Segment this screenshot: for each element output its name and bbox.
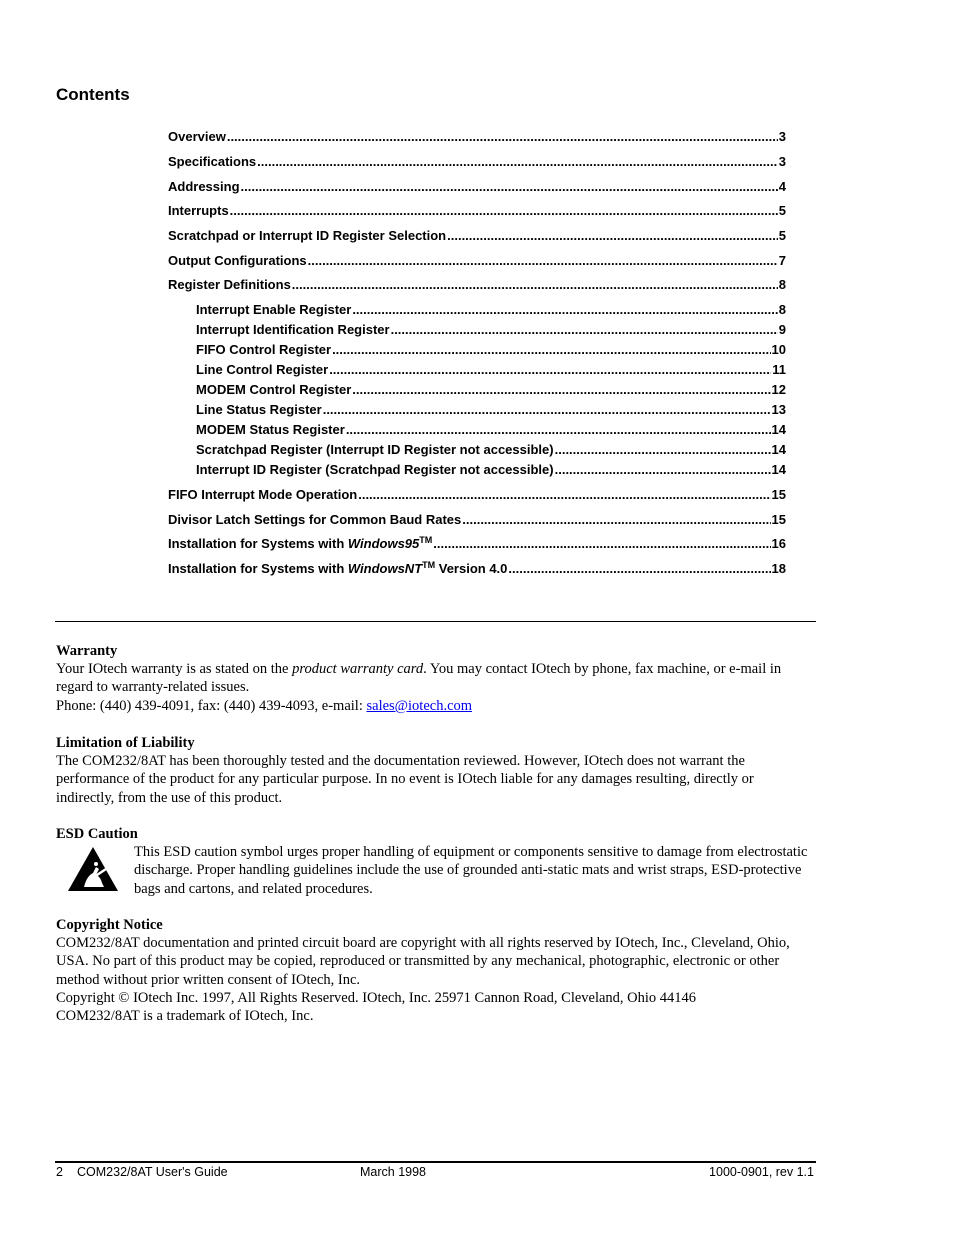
esd-warning-icon [56, 843, 134, 897]
warranty-section [56, 642, 812, 715]
toc-page: 14 [771, 442, 786, 457]
warranty-contact [56, 697, 812, 715]
toc-label: Interrupts [168, 203, 229, 218]
toc-label-os: Windows95 [347, 536, 420, 551]
toc-entry-interrupt-id-register[interactable] [196, 462, 786, 478]
toc-page: 7 [778, 253, 786, 268]
footer-divider [55, 1161, 816, 1163]
toc-page: 13 [771, 402, 786, 417]
toc-entry-register-definitions[interactable] [168, 277, 786, 293]
copyright-line: Copyright © IOtech Inc. 1997, All Rights Reserved. IOtech, Inc. 25971 Cannon Road, Cleveland, Ohio 44146 [56, 989, 697, 1006]
warranty-card-ref: product warranty card [292, 661, 424, 678]
toc-label: Overview [168, 129, 226, 144]
toc-entry-interrupts[interactable] [168, 203, 786, 219]
toc-entry-install-winnt[interactable] [168, 561, 786, 577]
toc-page: 15 [771, 487, 786, 502]
toc-page: 8 [778, 302, 786, 317]
trademark-line: COM232/8AT is a trademark of IOtech, Inc. [56, 1008, 314, 1025]
toc-page: 3 [778, 129, 786, 144]
toc-page: 18 [771, 561, 786, 576]
copyright-section [56, 916, 812, 1025]
footer-date: March 1998 [360, 1165, 427, 1179]
toc-page: 14 [771, 462, 786, 477]
toc-entry-line-control[interactable] [196, 362, 786, 378]
toc-page: 5 [778, 203, 786, 218]
page-title: Contents [56, 85, 130, 104]
toc-entry-overview[interactable] [168, 129, 786, 145]
toc-label: Output Configurations [168, 253, 307, 268]
liability-heading: Limitation of Liability [56, 735, 195, 751]
esd-heading: ESD Caution [56, 826, 138, 842]
esd-section [56, 825, 812, 898]
toc-page: 12 [771, 382, 786, 397]
toc-entry-divisor-latch[interactable] [168, 512, 786, 528]
toc-page: 11 [772, 362, 786, 377]
toc-page: 3 [778, 154, 786, 169]
toc-label: Line Control Register [196, 362, 329, 377]
toc-label: Scratchpad or Interrupt ID Register Selection [168, 228, 447, 243]
toc-entry-install-win95[interactable] [168, 536, 786, 552]
toc-entry-line-status[interactable] [196, 402, 786, 418]
toc-page: 14 [771, 422, 786, 437]
toc-page: 10 [771, 342, 786, 357]
toc-page: 4 [778, 179, 786, 194]
toc-page: 16 [771, 536, 786, 551]
email-link[interactable]: sales@iotech.com [366, 697, 473, 714]
toc-page: 5 [778, 228, 786, 243]
toc-label-prefix: Installation for Systems with [168, 536, 348, 551]
toc-label: Divisor Latch Settings for Common Baud Rates [168, 512, 462, 527]
footer-guide-title: COM232/8AT User's Guide [77, 1165, 228, 1179]
liability-section [56, 734, 812, 807]
trademark-mark: TM [422, 560, 436, 570]
toc-label: Interrupt Enable Register [196, 302, 352, 317]
section-divider [55, 621, 816, 622]
footer-doc-number: 1000-0901, rev 1.1 [709, 1165, 814, 1179]
toc-entry-scratchpad-register[interactable] [196, 442, 786, 458]
liability-text: The COM232/8AT has been thoroughly tested and the documentation reviewed. However, IOtech does not warrant the performance of the product for any particular purpose. In no event is IOtech liable for any damages resulting, directly or indirectly, from the use of this product. [56, 753, 754, 806]
esd-text: This ESD caution symbol urges proper handling of equipment or components sensitive to damage from electrostatic discharge. Proper handling guidelines include the use of grounded anti-static mats and wrist straps, ESD-protective bags and cartons, and related procedures. [134, 844, 808, 897]
toc-label: FIFO Interrupt Mode Operation [168, 487, 358, 502]
toc-label: Addressing [168, 179, 240, 194]
warranty-text-start: Your IOtech warranty is as stated on the [56, 661, 293, 678]
contact-details: Phone: (440) 439-4091, fax: (440) 439-4093, e-mail: [56, 697, 367, 714]
toc-entry-addressing[interactable] [168, 179, 786, 195]
toc-label: Interrupt ID Register (Scratchpad Register not accessible) [196, 462, 554, 477]
toc-page: 9 [778, 322, 786, 337]
toc-label: Line Status Register [196, 402, 322, 417]
toc-label: FIFO Control Register [196, 342, 332, 357]
toc-label: Register Definitions [168, 277, 291, 292]
toc-entry-modem-status[interactable] [196, 422, 786, 438]
toc-label-os: WindowsNT [347, 561, 423, 576]
toc-label-suffix: Version 4.0 [435, 561, 508, 576]
toc-page: 8 [778, 277, 786, 292]
toc-label [168, 561, 507, 577]
toc-entry-interrupt-identification[interactable] [196, 322, 786, 338]
toc-entry-fifo-control[interactable] [196, 342, 786, 358]
toc-label: Interrupt Identification Register [196, 322, 390, 337]
toc-label [168, 536, 432, 552]
toc-page: 15 [771, 512, 786, 527]
toc-entry-modem-control[interactable] [196, 382, 786, 398]
copyright-heading: Copyright Notice [56, 917, 163, 933]
warranty-text [56, 660, 812, 696]
toc-label-prefix: Installation for Systems with [168, 561, 348, 576]
toc-entry-specifications[interactable] [168, 154, 786, 170]
toc-label: MODEM Status Register [196, 422, 345, 437]
toc-entry-interrupt-enable[interactable] [196, 302, 786, 318]
toc-entry-fifo-interrupt-mode[interactable] [168, 487, 786, 503]
footer-page-number: 2 [56, 1165, 63, 1179]
toc-label: MODEM Control Register [196, 382, 352, 397]
warranty-heading: Warranty [56, 643, 118, 659]
toc-entry-scratchpad-selection[interactable] [168, 228, 786, 244]
toc-label: Specifications [168, 154, 257, 169]
copyright-text: COM232/8AT documentation and printed circuit board are copyright with all rights reserved by IOtech, Inc., Cleveland, Ohio, USA. No part of this product may be copied, reproduced or transmitted by any mechanical, photographic, electronic or other method without prior written consent of IOtech, Inc. [56, 935, 790, 988]
toc-label: Scratchpad Register (Interrupt ID Register not accessible) [196, 442, 554, 457]
warranty-text-end: . You may contact IOtech by phone, fax machine, or e-mail in regard to warranty-related issues. [56, 661, 782, 696]
toc-entry-output-configurations[interactable] [168, 253, 786, 269]
trademark-mark: TM [419, 535, 433, 545]
